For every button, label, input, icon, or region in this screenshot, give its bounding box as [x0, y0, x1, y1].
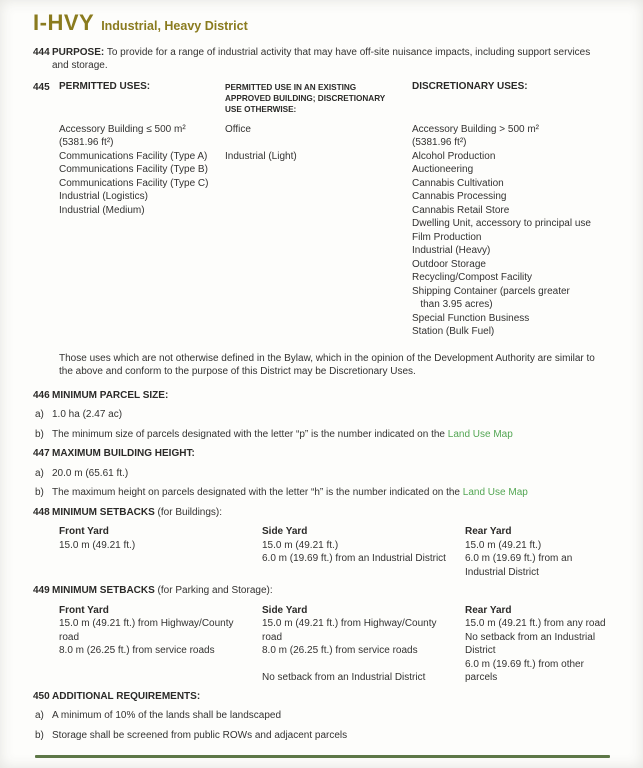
district-code: I-HVY [33, 10, 95, 35]
setback-line: 6.0 m (19.69 ft.) from an Industrial District [262, 553, 446, 564]
use-item: Communications Facility (Type C) [59, 177, 209, 189]
setback-line: 15.0 m (49.21 ft.) [262, 539, 339, 551]
use-item: Special Function Business [412, 312, 530, 324]
permitted-uses-header: PERMITTED USES: [59, 80, 151, 92]
item-text: The maximum height on parcels designated with the letter “h” is the number indicated on the [52, 487, 463, 498]
use-item: Industrial (Medium) [59, 204, 145, 216]
section-number: 449 [33, 585, 50, 596]
column-header: Side Yard [262, 526, 308, 537]
item-text: Storage shall be screened from public ROWs and adjacent parcels [52, 729, 348, 741]
column-lines [465, 539, 615, 580]
column-lines [59, 617, 252, 658]
use-item: Office [225, 123, 251, 135]
use-item: Alcohol Production [412, 150, 496, 162]
setback-line: 15.0 m (49.21 ft.) [59, 539, 136, 551]
building-height-item-a [33, 467, 613, 481]
additional-item-a [33, 709, 613, 723]
conditional-uses-list [225, 123, 412, 339]
side-yard-column [262, 604, 465, 685]
section-parcel-size [33, 389, 613, 403]
setbacks-buildings-table [59, 525, 613, 579]
item-text: The minimum size of parcels designated with the letter “p” is the number indicated on the [52, 428, 448, 440]
setback-line: 6.0 m (19.69 ft.) from an Industrial District [465, 553, 573, 578]
item-text: A minimum of 10% of the lands shall be landscaped [52, 710, 282, 721]
use-item: (5381.96 ft²) [59, 137, 114, 148]
district-name: Industrial, Heavy District [101, 19, 248, 33]
column-header: Rear Yard [465, 604, 512, 616]
parcel-size-item-a [33, 408, 613, 422]
use-item: Industrial (Logistics) [59, 191, 148, 202]
column-lines [262, 617, 455, 685]
uses-table [59, 80, 613, 339]
use-item: Communications Facility (Type B) [59, 164, 208, 175]
item-letter: a) [35, 710, 44, 721]
setback-line [262, 658, 455, 672]
side-yard-column [262, 525, 465, 579]
column-lines [262, 539, 455, 566]
item-letter: a) [35, 467, 44, 479]
section-title: MAXIMUM BUILDING HEIGHT: [52, 448, 195, 459]
district-header [33, 10, 613, 35]
rear-yard-column [465, 525, 625, 579]
section-setbacks-parking [33, 584, 613, 598]
section-number: 444 [33, 46, 50, 58]
column-header: Side Yard [262, 604, 308, 616]
section-number: 445 [33, 81, 50, 93]
land-use-map-link[interactable]: Land Use Map [462, 487, 528, 498]
column-lines [59, 539, 252, 553]
column-header: Front Yard [59, 526, 109, 537]
discretionary-uses-header: DISCRETIONARY USES: [412, 80, 528, 92]
section-title: ADDITIONAL REQUIREMENTS: [52, 690, 201, 702]
land-use-map-link[interactable]: Land Use Map [447, 428, 513, 440]
use-item: Shipping Container (parcels greater [412, 285, 570, 297]
section-title-suffix: (for Parking and Storage): [154, 585, 273, 596]
setback-line: 15.0 m (49.21 ft.) from Highway/County road [262, 618, 437, 643]
permitted-uses-list [59, 123, 225, 339]
rear-yard-column [465, 604, 625, 685]
section-number: 447 [33, 448, 50, 459]
front-yard-column [59, 525, 262, 579]
purpose-text: To provide for a range of industrial activity that may have off-site nuisance impacts, including support services and storage. [52, 46, 591, 71]
use-item: Industrial (Light) [225, 150, 297, 162]
section-title: MINIMUM SETBACKS [52, 585, 155, 596]
use-item: than 3.95 acres) [412, 299, 493, 310]
section-setbacks-buildings [33, 506, 613, 520]
setback-line: 8.0 m (26.25 ft.) from service roads [262, 645, 418, 656]
conditional-uses-header: PERMITTED USE IN AN EXISTING APPROVED BUILDING; DISCRETIONARY USE OTHERWISE: [225, 82, 386, 114]
use-item: Cannabis Processing [412, 191, 507, 202]
section-number: 448 [33, 506, 50, 518]
use-item: Outdoor Storage [412, 258, 486, 270]
additional-item-b [33, 729, 613, 743]
section-title: MINIMUM SETBACKS [52, 506, 155, 518]
section-title: MINIMUM PARCEL SIZE: [52, 389, 169, 401]
setback-line: No setback from an Industrial District [262, 672, 426, 683]
column-header: Rear Yard [465, 526, 512, 537]
use-item: Cannabis Cultivation [412, 177, 504, 189]
section-purpose [33, 46, 597, 73]
discretionary-uses-list [412, 123, 613, 339]
section-uses [33, 80, 613, 339]
front-yard-column [59, 604, 262, 685]
setback-line: No setback from an Industrial District [465, 631, 596, 656]
building-height-item-b [33, 486, 613, 500]
section-number: 446 [33, 389, 50, 401]
parcel-size-item-b [33, 428, 613, 442]
use-item: Dwelling Unit, accessory to principal use [412, 218, 591, 229]
section-number: 450 [33, 690, 50, 702]
item-text: 20.0 m (65.61 ft.) [52, 467, 129, 479]
discretionary-note: Those uses which are not otherwise defined in the Bylaw, which in the opinion of the Development Authority are similar to the above and conform to the purpose of this District may be Discretionary Uses. [59, 352, 595, 377]
use-item: Accessory Building ≤ 500 m² [59, 123, 186, 135]
purpose-label: PURPOSE: [52, 46, 105, 58]
section-building-height [33, 447, 613, 461]
item-letter: b) [35, 729, 44, 741]
use-item: Auctioneering [412, 164, 474, 175]
item-text: 1.0 ha (2.47 ac) [52, 409, 123, 420]
item-letter: a) [35, 409, 44, 420]
setback-line: 15.0 m (49.21 ft.) from any road [465, 618, 606, 629]
use-item: (5381.96 ft²) [412, 137, 467, 148]
section-title-suffix: (for Buildings): [154, 506, 223, 518]
column-lines [465, 617, 615, 685]
footer-rule [35, 755, 610, 758]
use-item: Accessory Building > 500 m² [412, 123, 540, 135]
setback-line: 15.0 m (49.21 ft.) [465, 539, 542, 551]
use-item: Industrial (Heavy) [412, 245, 491, 256]
item-letter: b) [35, 428, 44, 440]
setbacks-parking-table [59, 604, 613, 685]
use-item: Station (Bulk Fuel) [412, 326, 495, 337]
use-item [225, 136, 404, 150]
use-item: Recycling/Compost Facility [412, 272, 533, 283]
setback-line: 15.0 m (49.21 ft.) from Highway/County road [59, 618, 234, 643]
use-item: Cannabis Retail Store [412, 204, 510, 216]
setback-line: 8.0 m (26.25 ft.) from service roads [59, 645, 215, 656]
use-item: Film Production [412, 231, 482, 243]
column-header: Front Yard [59, 604, 109, 616]
setback-line: 6.0 m (19.69 ft.) from other parcels [465, 658, 584, 683]
item-letter: b) [35, 487, 44, 498]
section-additional-requirements [33, 690, 613, 704]
use-item: Communications Facility (Type A) [59, 150, 208, 162]
